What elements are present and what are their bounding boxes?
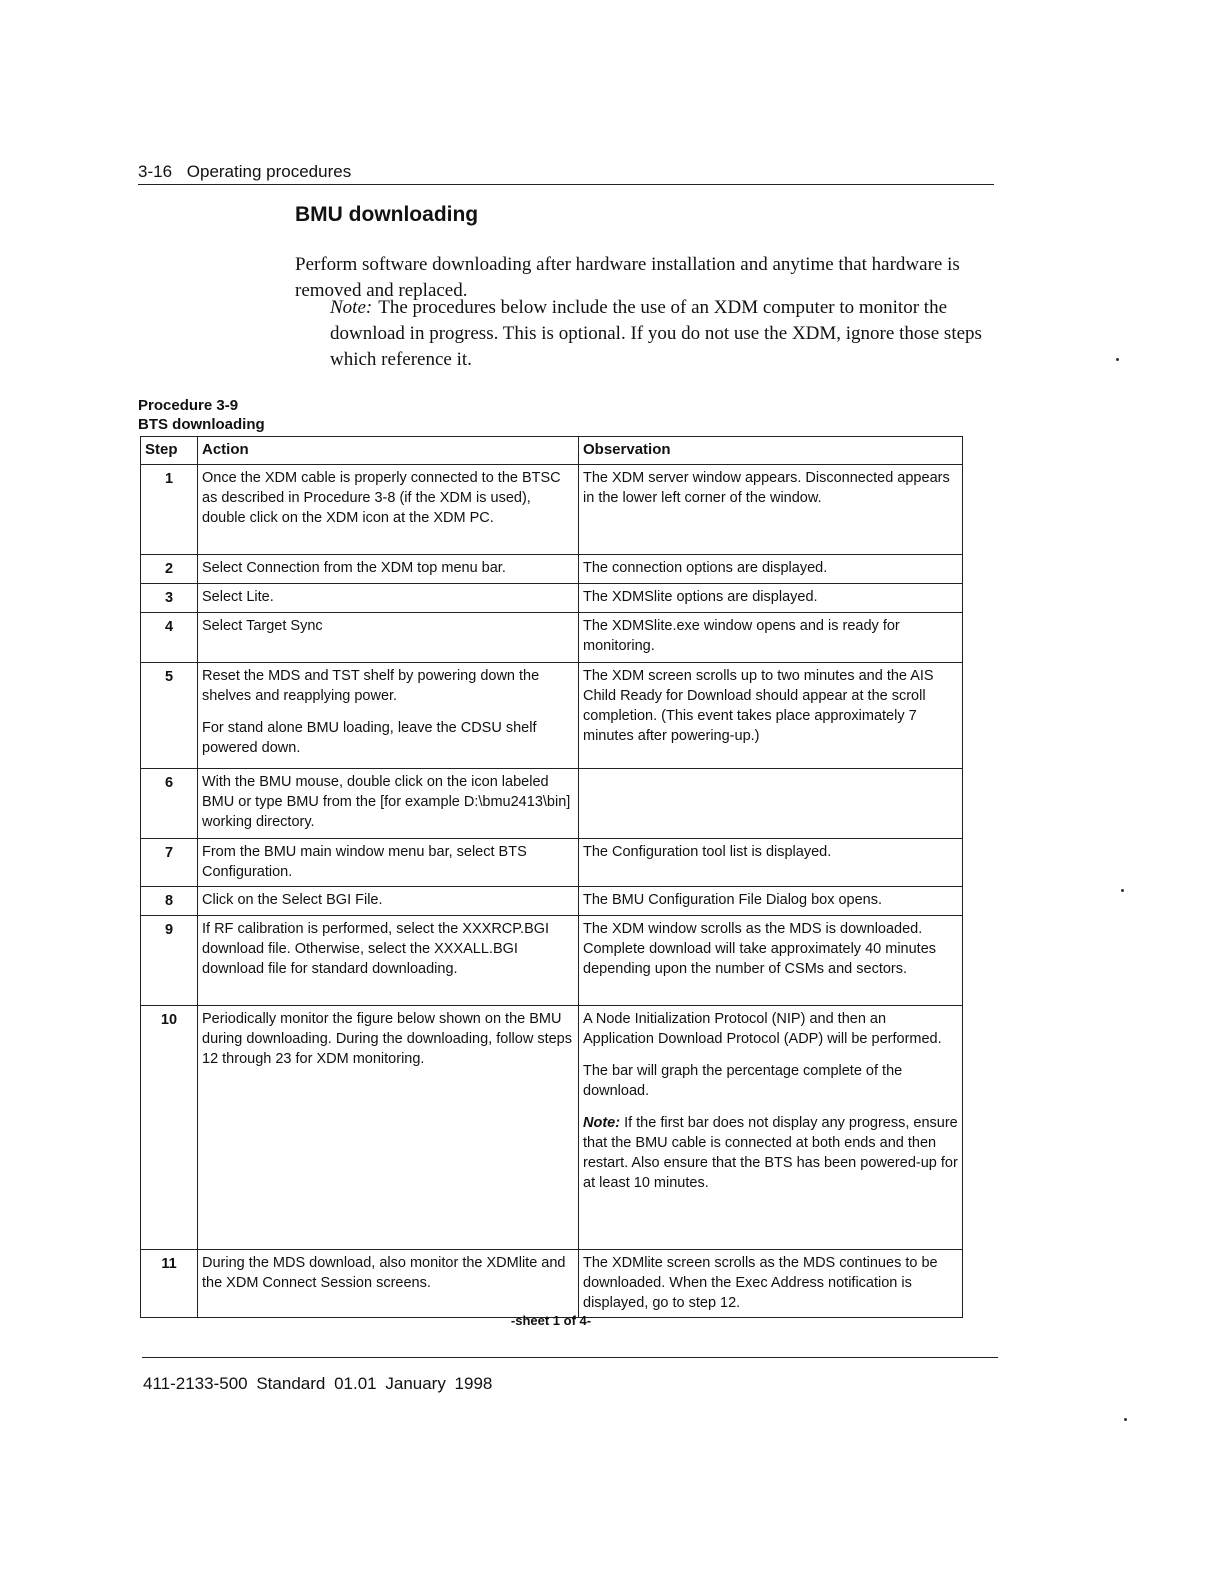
observation-text: The XDM window scrolls as the MDS is downloaded. Complete download will take approximately 40 minutes depending upon the number of CSMs and sectors.: [583, 921, 937, 977]
step-number: 9: [141, 916, 198, 1006]
observation-cell: [579, 887, 963, 916]
observation-cell: [579, 663, 963, 769]
observation-text: The XDM screen scrolls up to two minutes and the AIS Child Ready for Download should appear at the scroll completion. (This event takes place approximately 7 minutes after powering-up.): [583, 668, 934, 744]
action-cell: [198, 916, 579, 1006]
page-number: 3-16: [138, 162, 173, 181]
doc-date: January 1998: [385, 1374, 493, 1393]
step-number: 10: [141, 1006, 198, 1250]
action-cell: [198, 769, 579, 839]
doc-number: 411-2133-500: [143, 1374, 248, 1393]
procedure-table: [140, 436, 963, 1318]
observation-text: The XDM server window appears. Disconnected appears in the lower left corner of the window.: [583, 470, 950, 506]
step-number: 4: [141, 613, 198, 663]
chapter-title: Operating procedures: [186, 162, 352, 181]
action-cell: [198, 465, 579, 555]
table-row: [141, 916, 963, 1006]
note-label: Note:: [330, 297, 373, 318]
step-number: 3: [141, 584, 198, 613]
table-row: [141, 584, 963, 613]
doc-status: Standard: [256, 1374, 326, 1393]
action-text: Reset the MDS and TST shelf by powering down the shelves and reapplying power.: [202, 668, 540, 704]
section-title: BMU downloading: [295, 203, 479, 226]
section-intro: [295, 226, 985, 304]
observation-text: The Configuration tool list is displayed.: [583, 844, 832, 860]
observation-cell: [579, 916, 963, 1006]
action-cell: [198, 887, 579, 916]
action-text: If RF calibration is performed, select the XXXRCP.BGI download file. Otherwise, select the XXXALL.BGI download file for standard downloading.: [202, 921, 550, 977]
action-cell: [198, 555, 579, 584]
action-cell: [198, 1250, 579, 1318]
procedure-label: [138, 396, 265, 434]
intro-text: Perform software downloading after hardware installation and anytime that hardware is removed and replaced.: [295, 254, 960, 301]
table-row: [141, 769, 963, 839]
action-text: From the BMU main window menu bar, select BTS Configuration.: [202, 844, 527, 880]
column-header-action: Action: [198, 437, 579, 465]
step-number: 7: [141, 839, 198, 887]
footer-divider: [142, 1357, 998, 1358]
observation-cell: [579, 613, 963, 663]
observation-note: [583, 1113, 958, 1193]
step-number: 11: [141, 1250, 198, 1318]
action-cell: [198, 613, 579, 663]
column-header-observation: Observation: [579, 437, 963, 465]
observation-cell: [579, 839, 963, 887]
table-row: [141, 465, 963, 555]
action-text: With the BMU mouse, double click on the icon labeled BMU or type BMU from the [for example D:\bmu2413\bin] working directory.: [202, 774, 571, 830]
observation-cell: [579, 584, 963, 613]
action-text: For stand alone BMU loading, leave the CDSU shelf powered down.: [202, 720, 537, 756]
scan-speck: [1124, 1418, 1127, 1421]
observation-text: The XDMSlite.exe window opens and is ready for monitoring.: [583, 618, 900, 654]
action-cell: [198, 663, 579, 769]
observation-note-label: Note:: [583, 1115, 621, 1131]
action-text: Once the XDM cable is properly connected to the BTSC as described in Procedure 3-8 (if the XDM is used), double click on the XDM icon at the XDM PC.: [202, 470, 561, 526]
action-text: Select Connection from the XDM top menu bar.: [202, 560, 506, 576]
action-text: Periodically monitor the figure below shown on the BMU during downloading. During the downloading, follow steps 12 through 23 for XDM monitoring.: [202, 1011, 572, 1067]
page-header: [138, 162, 994, 185]
column-header-step: Step: [141, 437, 198, 465]
observation-cell: [579, 769, 963, 839]
table-row: [141, 1006, 963, 1250]
observation-text: The BMU Configuration File Dialog box opens.: [583, 892, 883, 908]
table-row: [141, 555, 963, 584]
doc-version: 01.01: [334, 1374, 377, 1393]
scan-speck: [1116, 358, 1119, 361]
observation-text: The XDMSlite options are displayed.: [583, 589, 818, 605]
observation-text: The connection options are displayed.: [583, 560, 828, 576]
step-number: 6: [141, 769, 198, 839]
table-row: [141, 839, 963, 887]
sheet-indicator: -sheet 1 of 4-: [510, 1313, 592, 1328]
action-cell: [198, 1006, 579, 1250]
action-text: Click on the Select BGI File.: [202, 892, 383, 908]
observation-cell: [579, 1250, 963, 1318]
observation-cell: [579, 465, 963, 555]
table-row: [141, 613, 963, 663]
procedure-number: Procedure 3-9: [138, 397, 239, 414]
action-text: During the MDS download, also monitor the XDMlite and the XDM Connect Session screens.: [202, 1255, 566, 1291]
table-row: [141, 887, 963, 916]
observation-text: A Node Initialization Protocol (NIP) and then an Application Download Protocol (ADP) will be performed.: [583, 1011, 942, 1047]
note-text: The procedures below include the use of an XDM computer to monitor the download in progress. This is optional. If you do not use the XDM, ignore those steps which reference it.: [330, 297, 982, 370]
step-number: 2: [141, 555, 198, 584]
scan-speck: [1121, 889, 1124, 892]
action-text: Select Lite.: [202, 589, 274, 605]
table-row: [141, 663, 963, 769]
action-cell: [198, 839, 579, 887]
page-footer: [143, 1374, 492, 1394]
observation-text: The bar will graph the percentage complete of the download.: [583, 1063, 903, 1099]
action-text: Select Target Sync: [202, 618, 323, 634]
step-number: 1: [141, 465, 198, 555]
section-note: [330, 295, 990, 373]
observation-text: The XDMlite screen scrolls as the MDS continues to be downloaded. When the Exec Address notification is displayed, go to step 12.: [583, 1255, 938, 1311]
action-cell: [198, 584, 579, 613]
step-number: 8: [141, 887, 198, 916]
table-row: [141, 1250, 963, 1318]
observation-note-text: If the first bar does not display any progress, ensure that the BMU cable is connected at both ends and then restart. Also ensure that the BTS has been powered-up for at least 10 minutes.: [583, 1115, 958, 1191]
procedure-title: BTS downloading: [138, 416, 265, 433]
observation-cell: [579, 555, 963, 584]
table-header-row: [141, 437, 963, 465]
observation-cell: [579, 1006, 963, 1250]
step-number: 5: [141, 663, 198, 769]
